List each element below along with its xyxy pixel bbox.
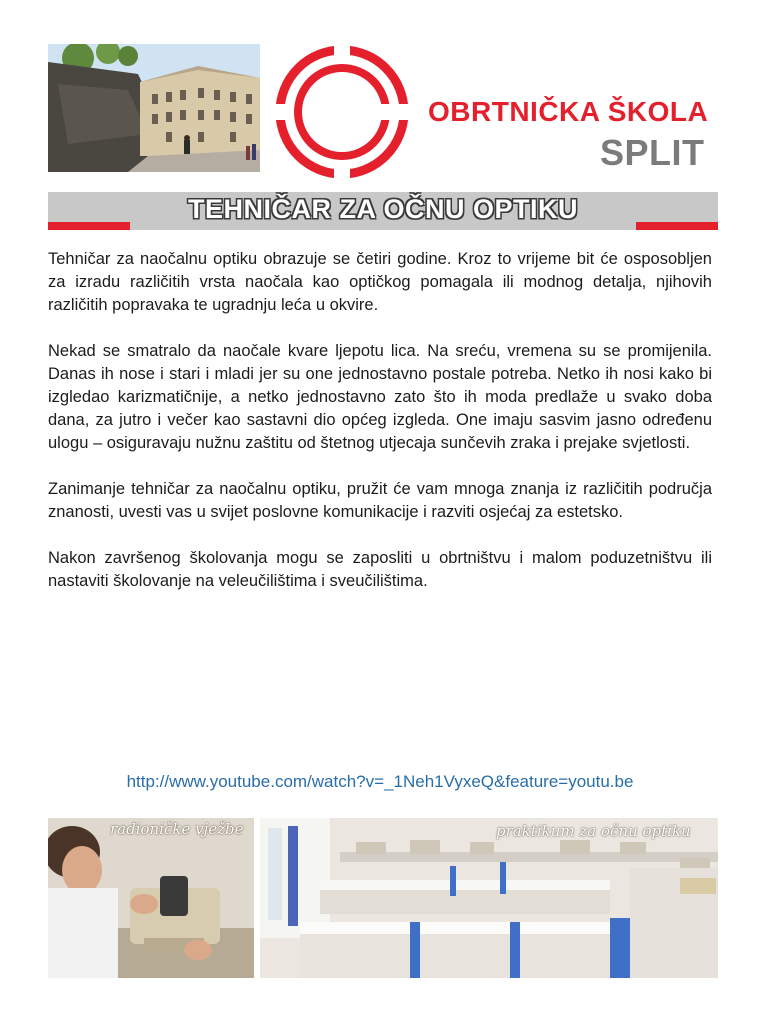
lab-photo [260,818,718,978]
paragraph: Tehničar za naočalnu optiku obrazuje se četiri godine. Kroz to vrijeme bit će osposobljen za izradu različitih vrsta naočala kao optičkog pomagala ili modnog detalja, njihovih različitih popravaka te ugradnju leća u okvire. [48,250,712,314]
school-logo [272,42,412,182]
paragraph: Zanimanje tehničar za naočalnu optiku, pružit će vam mnoga znanja iz različitih područja znanosti, uvesti vas u svijet poslovne komunikacije i razviti osjećaj za estetsko. [48,480,712,521]
lab-caption: praktikum za očnu optiku [496,822,691,840]
youtube-link[interactable]: http://www.youtube.com/watch?v=_1Neh1VyxeQ&feature=youtu.be [126,772,634,791]
paragraph: Nekad se smatralo da naočale kvare ljepotu lica. Na sreću, vremena su se promijenila. Danas ih nose i stari i mladi jer su one jednostavno postale potreba. Netko ih nosi kako bi izgledao karizmatičnije, a netko jednostavno zato što ih moda predlaže u svako doba dana, za jutro i večer kao sastavni dio općeg izgleda. One imaju sasvim jasno određenu ulogu – osiguravaju nužnu zaštitu od štetnog utjecaja sunčevih zraka i prejake svjetlosti. [48,342,712,452]
workshop-caption: radioničke vježbe [110,820,244,838]
workshop-photo [48,818,254,978]
body-text [48,248,712,616]
school-name: OBRTNIČKA ŠKOLA [428,96,709,127]
school-building-photo [48,44,260,172]
page-title: TEHNIČAR ZA OČNU OPTIKU [188,194,578,224]
paragraph: Nakon završenog školovanja mogu se zaposliti u obrtništvu i malom poduzetništvu ili nastaviti školovanje na veleučilištima i sveučilištima. [48,549,712,590]
title-band [48,192,718,230]
school-city: SPLIT [600,132,705,173]
